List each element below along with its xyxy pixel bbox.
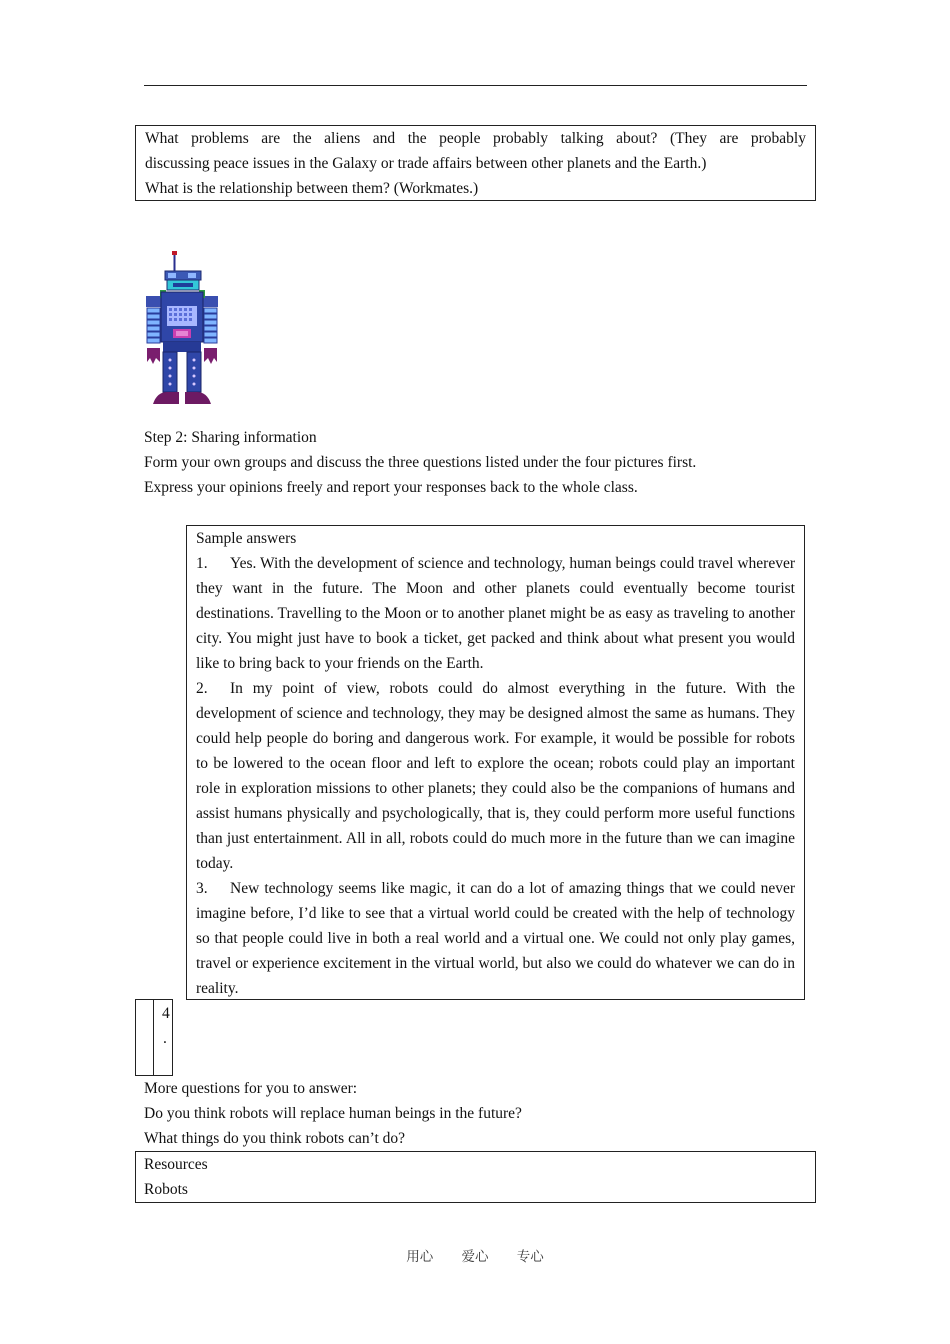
resources-heading: Resources: [144, 1156, 208, 1173]
answer-text: Yes. With the development of science and technology, human beings could travel wherever they want in the future. The Moon and other planets could eventually become tourist destinations. Travelling to the Moon or to another planet might be as easy as traveling to another city. You might just have to book a ticket, get packed and think about what present you would like to bring back to your friends on the Earth.: [196, 555, 795, 672]
questions-box: [135, 125, 816, 201]
answer-text: New technology seems like magic, it can do a lot of amazing things that we could never imagine before, I’d like to see that a virtual world could be created with the help of technology so that people could live in both a real world and a virtual one. We could not only play games, travel or experience excitement in the virtual world, but also we could do whatever we can do in reality.: [196, 880, 795, 997]
answer-number: 2.: [196, 680, 208, 697]
answer-item: [196, 551, 795, 676]
resources-box: [135, 1151, 816, 1203]
more-questions-title: More questions for you to answer:: [144, 1080, 358, 1097]
step2-section: [144, 425, 844, 500]
footer-word: 专心: [516, 1249, 544, 1265]
question-line-3: What is the relationship between them? (Workmates.): [145, 180, 479, 197]
step2-line-1: Form your own groups and discuss the three questions listed under the four pictures first.: [144, 454, 697, 471]
cell-divider: [153, 1000, 154, 1075]
answer-number: 1.: [196, 555, 208, 572]
sample-answers-box: [186, 525, 805, 1000]
step2-line-2: Express your opinions freely and report your responses back to the whole class.: [144, 479, 638, 496]
answer-item: [196, 876, 795, 1001]
side-cell-number: 4: [162, 1005, 170, 1022]
footer-word: 爱心: [461, 1249, 489, 1265]
side-cell-dot: .: [163, 1030, 167, 1047]
footer-word: 用心: [406, 1249, 434, 1265]
sample-answers-heading: Sample answers: [196, 530, 297, 547]
question-line-1: What problems are the aliens and the people probably talking about? (They are probably: [145, 130, 806, 147]
answer-item: [196, 676, 795, 876]
header-rule: [144, 85, 807, 86]
answer-text: In my point of view, robots could do almost everything in the future. With the development of science and technology, they may be designed almost the same as humans. They could help people do boring and dangerous work. For example, it would be possible for robots to be lowered to the ocean floor and left to explore the ocean; robots could play an important role in exploration missions to other planets; they could also be the companions of humans and assist humans physically and psychologically, that is, they could perform more useful functions than just entertainment. All in all, robots could do much more in the future than we can imagine today.: [196, 680, 795, 872]
robot-illustration: [143, 250, 221, 406]
numbered-side-cell: [135, 999, 173, 1076]
question-line-2: discussing peace issues in the Galaxy or trade affairs between other planets and the Earth.): [145, 155, 707, 172]
more-question-1: Do you think robots will replace human beings in the future?: [144, 1105, 522, 1122]
page-footer: [0, 1245, 950, 1270]
resources-item: Robots: [144, 1181, 188, 1198]
step2-title: Step 2: Sharing information: [144, 429, 317, 446]
answer-number: 3.: [196, 880, 208, 897]
more-question-2: What things do you think robots can’t do?: [144, 1130, 406, 1147]
more-questions-section: [144, 1076, 844, 1151]
